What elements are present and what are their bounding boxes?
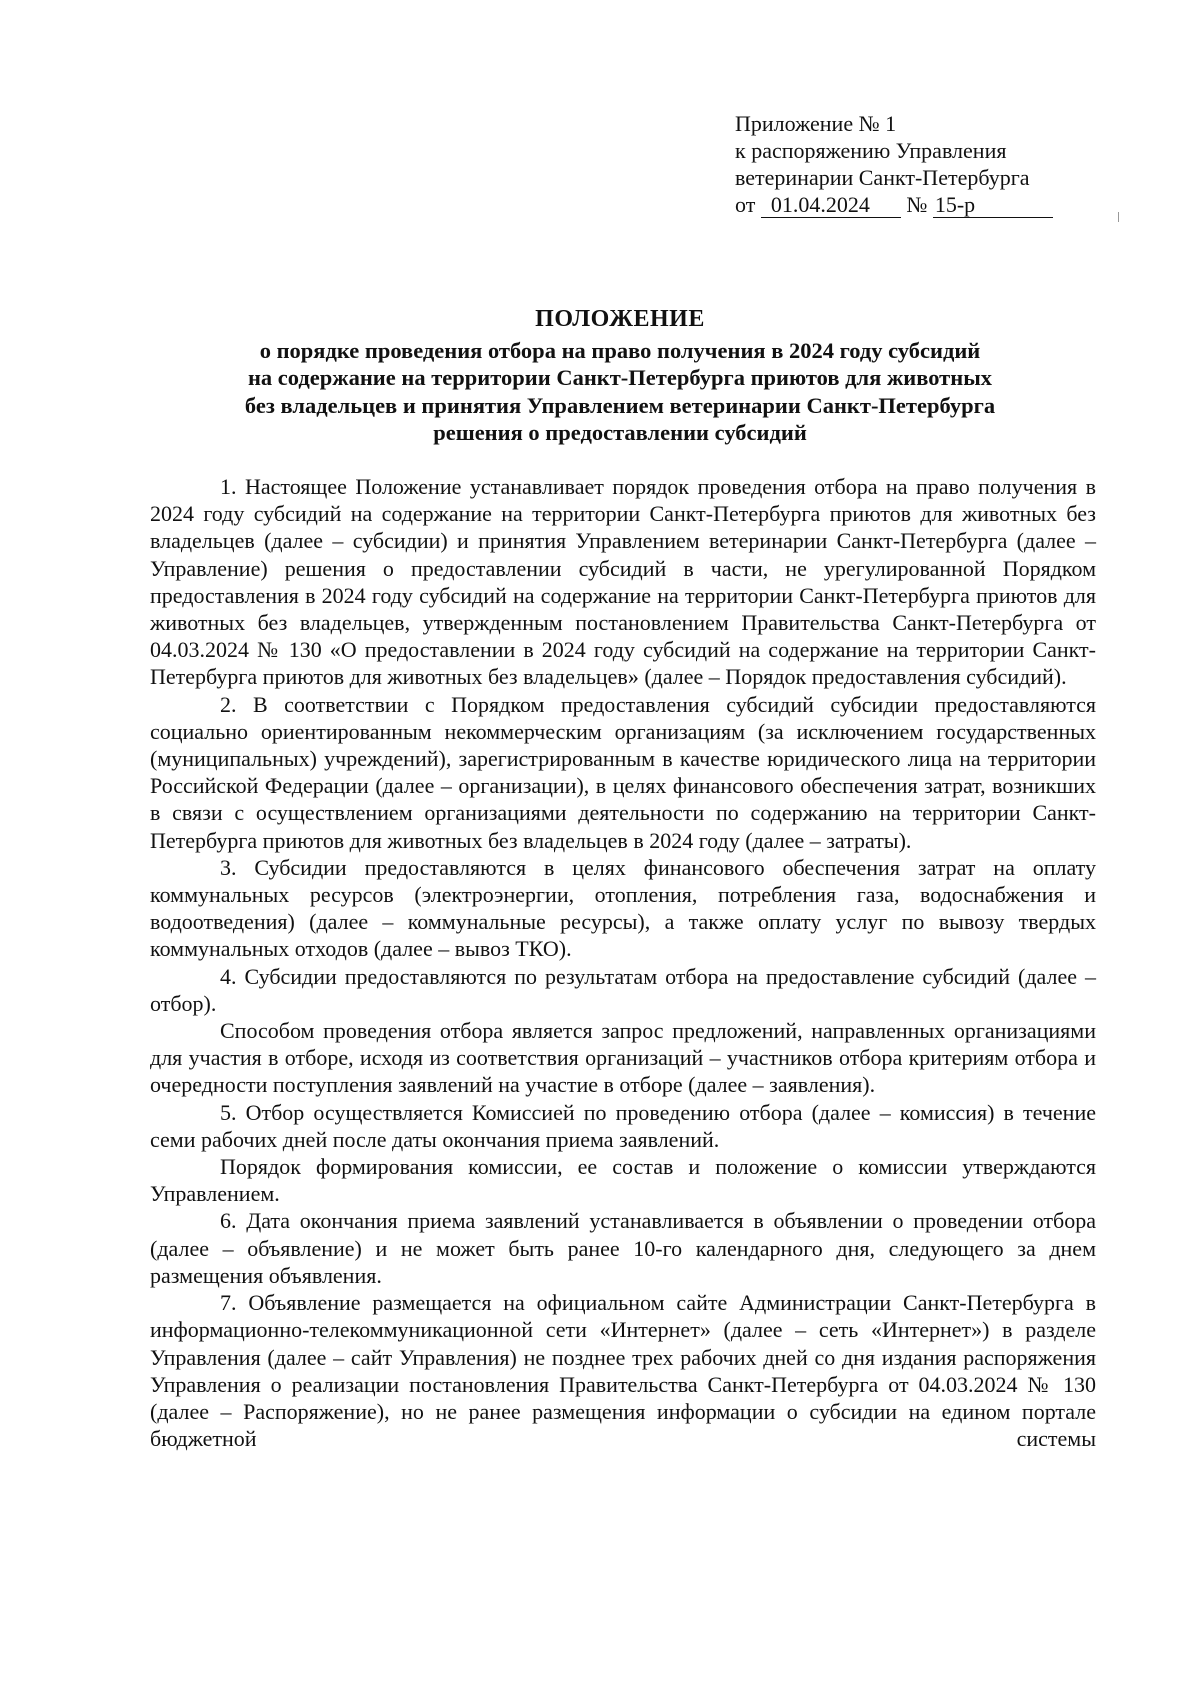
scan-mark <box>1118 212 1119 222</box>
annex-line-2: к распоряжению Управления <box>735 138 1007 163</box>
order-date: 01.04.2024 <box>761 193 901 218</box>
document-body <box>150 473 1096 1452</box>
title-line-4: решения о предоставлении субсидий <box>433 420 807 445</box>
annex-date-line <box>735 191 1075 218</box>
number-prefix: № <box>906 192 928 217</box>
annex-line-3: ветеринарии Санкт-Петербурга <box>735 165 1030 190</box>
date-prefix: от <box>735 192 756 217</box>
order-number: 15-р <box>933 193 1053 218</box>
annex-header <box>735 110 1075 218</box>
paragraph-1: 1. Настоящее Положение устанавливает порядок проведения отбора на право получения в 2024 году субсидий на содержание на территории Санкт-Петербурга приютов для животных без владельцев (далее – субсидии) и принятия Управлением ветеринарии Санкт-Петербурга (далее – Управление) решения о предоставлении субсидий в части, не урегулированной Порядком предоставления в 2024 году субсидий на содержание на территории Санкт-Петербурга приютов для животных без владельцев, утвержденным постановлением Правительства Санкт-Петербурга от 04.03.2024 № 130 «О предоставлении в 2024 году субсидий на содержание на территории Санкт-Петербурга приютов для животных без владельцев» (далее – Порядок предоставления субсидий). <box>150 474 1096 690</box>
document-title <box>130 306 1110 447</box>
paragraph-2: 2. В соответствии с Порядком предоставления субсидий субсидии предоставляются социально ориентированным некоммерческим организациям (за исключением государственных (муниципальных) учреждений), зарегистрированным в качестве юридического лица на территории Российской Федерации (далее – организации), в целях финансового обеспечения затрат, возникших в связи с осуществлением организациями деятельности по содержанию на территории Санкт-Петербурга приютов для животных без владельцев в 2024 году (далее – затраты). <box>150 691 1096 853</box>
paragraph-5-commission: Порядок формирования комиссии, ее состав и положение о комиссии утверждаются Управлением. <box>150 1154 1096 1207</box>
paragraph-6: 6. Дата окончания приема заявлений устанавливается в объявлении о проведении отбора (далее – объявление) и не может быть ранее 10-го календарного дня, следующего за днем размещения объявления. <box>150 1208 1096 1288</box>
title-line-1: о порядке проведения отбора на право получения в 2024 году субсидий <box>259 337 981 363</box>
title-main: ПОЛОЖЕНИЕ <box>535 306 705 332</box>
title-line-3: без владельцев и принятия Управлением ветеринарии Санкт-Петербурга <box>244 392 996 418</box>
paragraph-4: 4. Субсидии предоставляются по результатам отбора на предоставление субсидий (далее – отбор). <box>150 963 1096 1016</box>
title-line-2: на содержание на территории Санкт-Петербурга приютов для животных <box>247 365 993 390</box>
paragraph-7: 7. Объявление размещается на официальном сайте Администрации Санкт-Петербурга в информационно-телекоммуникационной сети «Интернет» (далее – сеть «Интернет») в разделе Управления (далее – сайт Управления) не позднее трех рабочих дней со дня издания распоряжения Управления о реализации постановления Правительства Санкт-Петербурга от 04.03.2024 № 130 (далее – Распоряжение), но не ранее размещения информации о субсидии на едином портале бюджетной системы <box>150 1290 1096 1452</box>
paragraph-3: 3. Субсидии предоставляются в целях финансового обеспечения затрат на оплату коммунальных ресурсов (электроэнергии, отопления, потребления газа, водоснабжения и водоотведения) (далее – коммунальные ресурсы), а также оплату услуг по вывозу твердых коммунальных отходов (далее – вывоз ТКО). <box>150 854 1096 962</box>
annex-line-1: Приложение № 1 <box>735 111 897 136</box>
paragraph-5: 5. Отбор осуществляется Комиссией по проведению отбора (далее – комиссия) в течение семи рабочих дней после даты окончания приема заявлений. <box>150 1099 1096 1152</box>
paragraph-4-method: Способом проведения отбора является запрос предложений, направленных организациями для участия в отборе, исходя из соответствия организаций – участников отбора критериям отбора и очередности поступления заявлений на участие в отборе (далее – заявления). <box>150 1018 1096 1098</box>
